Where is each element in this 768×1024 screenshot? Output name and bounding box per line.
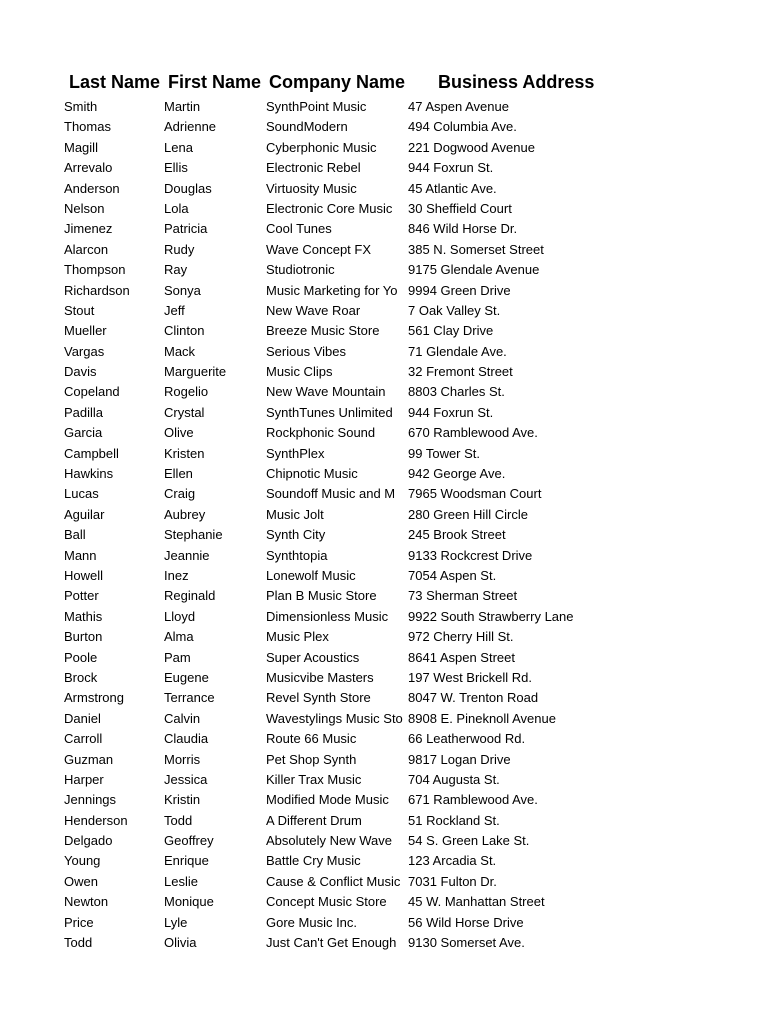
cell-last-name: Vargas xyxy=(64,343,105,359)
cell-company-name: Wave Concept FX xyxy=(266,241,372,257)
table-row xyxy=(0,363,768,383)
table-row xyxy=(0,139,768,159)
cell-business-address: 56 Wild Horse Drive xyxy=(408,914,524,930)
cell-last-name: Price xyxy=(64,914,94,930)
cell-first-name: Craig xyxy=(164,486,196,502)
table-row xyxy=(0,628,768,648)
cell-first-name: Eugene xyxy=(164,669,209,685)
cell-first-name: Aubrey xyxy=(164,506,206,522)
cell-company-name: Electronic Core Music xyxy=(266,200,393,216)
table-row xyxy=(0,832,768,852)
cell-first-name: Kristen xyxy=(164,445,205,461)
cell-last-name: Copeland xyxy=(64,384,120,400)
cell-company-name: Rockphonic Sound xyxy=(266,425,376,441)
cell-last-name: Guzman xyxy=(64,751,114,767)
cell-first-name: Kristin xyxy=(164,792,201,808)
table-row xyxy=(0,689,768,709)
cell-first-name: Rogelio xyxy=(164,384,209,400)
cell-first-name: Jessica xyxy=(164,771,208,787)
table-body xyxy=(0,98,768,954)
cell-last-name: Smith xyxy=(64,99,98,114)
cell-last-name: Mueller xyxy=(64,323,107,339)
header-row xyxy=(0,70,768,98)
cell-last-name: Howell xyxy=(64,567,104,583)
table-row xyxy=(0,710,768,730)
column-header-business-address: Business Address xyxy=(438,72,595,92)
cell-first-name: Morris xyxy=(164,751,201,767)
cell-last-name: Arrevalo xyxy=(64,160,113,176)
cell-last-name: Young xyxy=(64,853,101,869)
table-row xyxy=(0,812,768,832)
cell-first-name: Alma xyxy=(164,629,194,645)
cell-last-name: Alarcon xyxy=(64,241,109,257)
cell-business-address: 942 George Ave. xyxy=(408,466,506,482)
cell-business-address: 704 Augusta St. xyxy=(408,771,500,787)
table-row xyxy=(0,791,768,811)
cell-last-name: Todd xyxy=(64,935,93,951)
cell-business-address: 32 Fremont Street xyxy=(408,364,513,380)
cell-business-address: 9994 Green Drive xyxy=(408,282,511,298)
cell-last-name: Thomas xyxy=(64,119,111,135)
cell-last-name: Padilla xyxy=(64,404,104,420)
cell-company-name: Studiotronic xyxy=(266,262,335,278)
cell-business-address: 73 Sherman Street xyxy=(408,588,518,604)
cell-last-name: Brock xyxy=(64,669,98,685)
cell-first-name: Todd xyxy=(164,812,193,828)
column-header-company-name: Company Name xyxy=(269,72,406,92)
cell-company-name: Electronic Rebel xyxy=(266,160,361,176)
cell-business-address: 944 Foxrun St. xyxy=(408,404,494,420)
cell-last-name: Anderson xyxy=(64,180,120,196)
cell-business-address: 45 Atlantic Ave. xyxy=(408,180,497,196)
cell-last-name: Poole xyxy=(64,649,98,665)
cell-business-address: 9130 Somerset Ave. xyxy=(408,935,525,951)
table-row xyxy=(0,282,768,302)
cell-last-name: Newton xyxy=(64,894,109,910)
cell-company-name: SoundModern xyxy=(266,119,348,135)
cell-last-name: Potter xyxy=(64,588,99,604)
cell-company-name: Synth City xyxy=(266,527,326,543)
table-row xyxy=(0,465,768,485)
cell-business-address: 123 Arcadia St. xyxy=(408,853,497,869)
cell-business-address: 9922 South Strawberry Lane xyxy=(408,608,574,624)
table-row xyxy=(0,98,768,118)
cell-business-address: 7965 Woodsman Court xyxy=(408,486,542,502)
table-row xyxy=(0,934,768,954)
cell-company-name: SynthPoint Music xyxy=(266,99,367,114)
table-row xyxy=(0,771,768,791)
table-row xyxy=(0,261,768,281)
cell-first-name: Lloyd xyxy=(164,608,196,624)
cell-last-name: Owen xyxy=(64,873,98,889)
column-header-last-name: Last Name xyxy=(69,72,161,92)
table-row xyxy=(0,302,768,322)
table-row xyxy=(0,322,768,342)
cell-last-name: Garcia xyxy=(64,425,103,441)
contact-spreadsheet xyxy=(0,70,768,954)
cell-last-name: Daniel xyxy=(64,710,101,726)
table-row xyxy=(0,241,768,261)
cell-business-address: 7054 Aspen St. xyxy=(408,567,497,583)
table-row xyxy=(0,893,768,913)
cell-business-address: 8641 Aspen Street xyxy=(408,649,515,665)
cell-last-name: Carroll xyxy=(64,731,103,747)
cell-first-name: Lola xyxy=(164,200,189,216)
table-row xyxy=(0,159,768,179)
cell-business-address: 561 Clay Drive xyxy=(408,323,494,339)
cell-business-address: 7 Oak Valley St. xyxy=(408,302,501,318)
cell-first-name: Crystal xyxy=(164,404,205,420)
cell-business-address: 671 Ramblewood Ave. xyxy=(408,792,538,808)
cell-first-name: Pam xyxy=(164,649,191,665)
cell-last-name: Magill xyxy=(64,139,98,155)
cell-first-name: Terrance xyxy=(164,690,215,706)
table-row xyxy=(0,220,768,240)
cell-last-name: Harper xyxy=(64,771,104,787)
cell-company-name: Plan B Music Store xyxy=(266,588,377,604)
cell-first-name: Monique xyxy=(164,894,214,910)
cell-company-name: Concept Music Store xyxy=(266,894,387,910)
cell-company-name: Music Jolt xyxy=(266,506,324,522)
cell-company-name: SynthTunes Unlimited xyxy=(266,404,393,420)
cell-first-name: Stephanie xyxy=(164,527,223,543)
table-row xyxy=(0,424,768,444)
cell-first-name: Clinton xyxy=(164,323,205,339)
cell-first-name: Geoffrey xyxy=(164,833,214,849)
cell-business-address: 972 Cherry Hill St. xyxy=(408,629,514,645)
cell-first-name: Ray xyxy=(164,262,188,278)
cell-last-name: Burton xyxy=(64,629,103,645)
cell-last-name: Jimenez xyxy=(64,221,113,237)
cell-last-name: Jennings xyxy=(64,792,117,808)
cell-first-name: Ellen xyxy=(164,466,193,482)
cell-business-address: 9817 Logan Drive xyxy=(408,751,511,767)
cell-business-address: 221 Dogwood Avenue xyxy=(408,139,535,155)
table-row xyxy=(0,751,768,771)
table-row xyxy=(0,914,768,934)
cell-first-name: Marguerite xyxy=(164,364,227,380)
cell-business-address: 197 West Brickell Rd. xyxy=(408,669,533,685)
cell-last-name: Ball xyxy=(64,527,86,543)
table-row xyxy=(0,669,768,689)
table-row xyxy=(0,649,768,669)
cell-first-name: Olivia xyxy=(164,935,197,951)
cell-company-name: Dimensionless Music xyxy=(266,608,389,624)
cell-company-name: Absolutely New Wave xyxy=(266,833,392,849)
cell-company-name: Music Marketing for Yo xyxy=(266,282,398,298)
cell-business-address: 8908 E. Pineknoll Avenue xyxy=(408,710,556,726)
cell-business-address: 8803 Charles St. xyxy=(408,384,505,400)
cell-company-name: A Different Drum xyxy=(266,812,362,828)
cell-company-name: Modified Mode Music xyxy=(266,792,389,808)
table-row xyxy=(0,118,768,138)
table-row xyxy=(0,445,768,465)
table-row xyxy=(0,567,768,587)
cell-first-name: Jeannie xyxy=(164,547,210,563)
cell-last-name: Armstrong xyxy=(64,690,124,706)
cell-company-name: Music Clips xyxy=(266,364,333,380)
cell-business-address: 245 Brook Street xyxy=(408,527,506,543)
cell-company-name: Synthtopia xyxy=(266,547,328,563)
cell-business-address: 54 S. Green Lake St. xyxy=(408,833,530,849)
cell-last-name: Mann xyxy=(64,547,97,563)
cell-first-name: Jeff xyxy=(164,302,185,318)
cell-company-name: Breeze Music Store xyxy=(266,323,380,339)
cell-first-name: Adrienne xyxy=(164,119,217,135)
cell-business-address: 494 Columbia Ave. xyxy=(408,119,517,135)
cell-business-address: 7031 Fulton Dr. xyxy=(408,873,497,889)
cell-last-name: Delgado xyxy=(64,833,113,849)
cell-company-name: Just Can't Get Enough xyxy=(266,935,397,951)
cell-last-name: Stout xyxy=(64,302,95,318)
cell-last-name: Thompson xyxy=(64,262,126,278)
cell-first-name: Lyle xyxy=(164,914,188,930)
table-row xyxy=(0,343,768,363)
cell-first-name: Olive xyxy=(164,425,194,441)
table-row xyxy=(0,383,768,403)
cell-company-name: Chipnotic Music xyxy=(266,466,358,482)
cell-business-address: 30 Sheffield Court xyxy=(408,200,512,216)
cell-first-name: Sonya xyxy=(164,282,201,298)
cell-business-address: 9175 Glendale Avenue xyxy=(408,262,540,278)
table-row xyxy=(0,730,768,750)
table-row xyxy=(0,404,768,424)
table-row xyxy=(0,608,768,628)
cell-last-name: Richardson xyxy=(64,282,130,298)
cell-business-address: 45 W. Manhattan Street xyxy=(408,894,545,910)
cell-business-address: 71 Glendale Ave. xyxy=(408,343,507,359)
cell-first-name: Mack xyxy=(164,343,196,359)
cell-company-name: Pet Shop Synth xyxy=(266,751,357,767)
table-row xyxy=(0,200,768,220)
cell-company-name: SynthPlex xyxy=(266,445,325,461)
cell-company-name: Cyberphonic Music xyxy=(266,139,377,155)
cell-company-name: New Wave Roar xyxy=(266,302,361,318)
cell-first-name: Douglas xyxy=(164,180,212,196)
cell-last-name: Hawkins xyxy=(64,466,114,482)
cell-last-name: Mathis xyxy=(64,608,103,624)
cell-last-name: Lucas xyxy=(64,486,99,502)
cell-first-name: Inez xyxy=(164,567,189,583)
cell-company-name: Gore Music Inc. xyxy=(266,914,358,930)
cell-company-name: Virtuosity Music xyxy=(266,180,357,196)
cell-last-name: Aguilar xyxy=(64,506,105,522)
cell-business-address: 66 Leatherwood Rd. xyxy=(408,731,526,747)
cell-first-name: Leslie xyxy=(164,873,198,889)
cell-first-name: Lena xyxy=(164,139,193,155)
cell-last-name: Nelson xyxy=(64,200,105,216)
cell-business-address: 944 Foxrun St. xyxy=(408,160,494,176)
cell-first-name: Ellis xyxy=(164,160,188,176)
cell-business-address: 51 Rockland St. xyxy=(408,812,500,828)
table-row xyxy=(0,180,768,200)
cell-company-name: Musicvibe Masters xyxy=(266,669,374,685)
table-row xyxy=(0,526,768,546)
cell-company-name: Killer Trax Music xyxy=(266,771,362,787)
cell-first-name: Martin xyxy=(164,99,201,114)
cell-company-name: Music Plex xyxy=(266,629,329,645)
cell-first-name: Rudy xyxy=(164,241,195,257)
column-header-first-name: First Name xyxy=(168,72,262,92)
cell-last-name: Davis xyxy=(64,364,97,380)
cell-company-name: Serious Vibes xyxy=(266,343,346,359)
cell-company-name: Soundoff Music and M xyxy=(266,486,396,502)
cell-company-name: Cause & Conflict Music xyxy=(266,873,401,889)
cell-business-address: 385 N. Somerset Street xyxy=(408,241,544,257)
table-row xyxy=(0,587,768,607)
cell-business-address: 47 Aspen Avenue xyxy=(408,99,509,114)
cell-last-name: Campbell xyxy=(64,445,119,461)
cell-business-address: 8047 W. Trenton Road xyxy=(408,690,539,706)
table-row xyxy=(0,485,768,505)
cell-business-address: 280 Green Hill Circle xyxy=(408,506,528,522)
cell-company-name: Wavestylings Music Sto xyxy=(266,710,403,726)
cell-first-name: Calvin xyxy=(164,710,201,726)
cell-company-name: New Wave Mountain xyxy=(266,384,386,400)
table-row xyxy=(0,506,768,526)
cell-company-name: Battle Cry Music xyxy=(266,853,361,869)
cell-business-address: 99 Tower St. xyxy=(408,445,481,461)
cell-first-name: Reginald xyxy=(164,588,216,604)
cell-business-address: 846 Wild Horse Dr. xyxy=(408,221,518,237)
table-row xyxy=(0,852,768,872)
cell-first-name: Claudia xyxy=(164,731,209,747)
cell-last-name: Henderson xyxy=(64,812,128,828)
cell-company-name: Cool Tunes xyxy=(266,221,332,237)
cell-business-address: 670 Ramblewood Ave. xyxy=(408,425,538,441)
cell-company-name: Route 66 Music xyxy=(266,731,357,747)
table-row xyxy=(0,547,768,567)
cell-first-name: Enrique xyxy=(164,853,209,869)
cell-business-address: 9133 Rockcrest Drive xyxy=(408,547,533,563)
cell-company-name: Revel Synth Store xyxy=(266,690,371,706)
table-row xyxy=(0,873,768,893)
cell-first-name: Patricia xyxy=(164,221,208,237)
cell-company-name: Super Acoustics xyxy=(266,649,360,665)
cell-company-name: Lonewolf Music xyxy=(266,567,356,583)
